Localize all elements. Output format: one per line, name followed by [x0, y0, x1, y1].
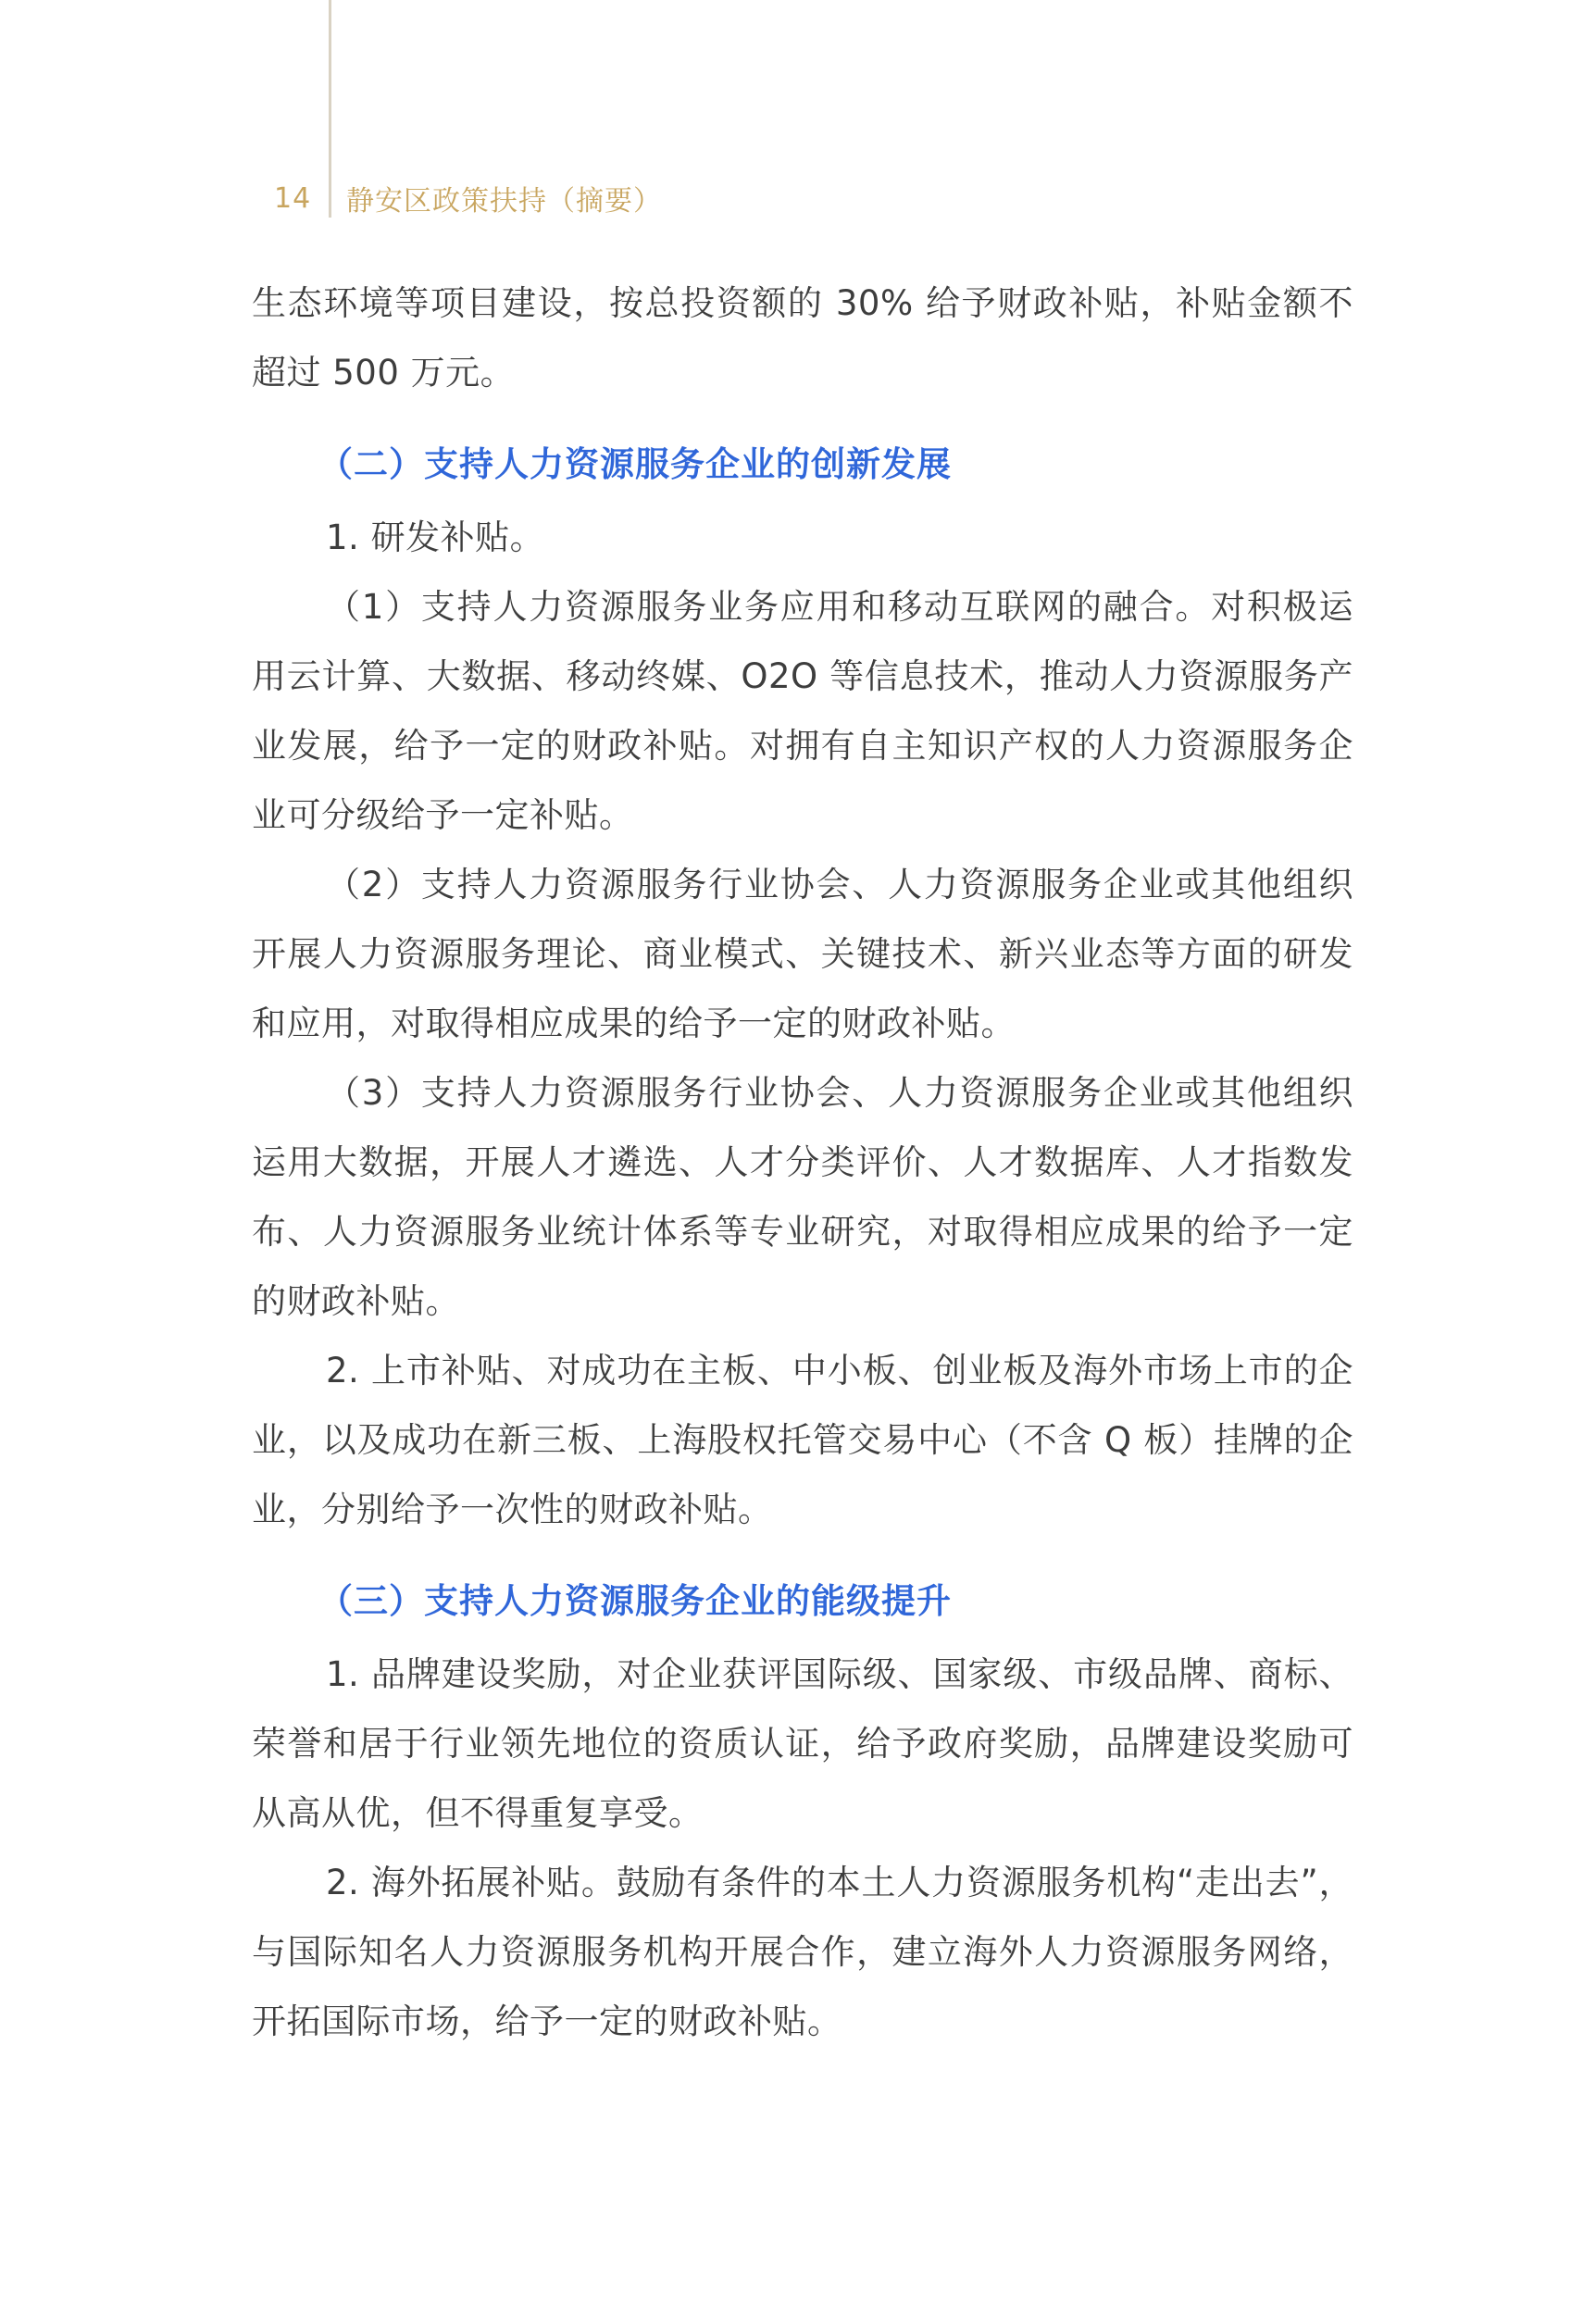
running-title: 静安区政策扶持（摘要） — [346, 185, 662, 218]
item-brand-award: 1. 品牌建设奖励，对企业获评国际级、国家级、市级品牌、商标、荣誉和居于行业领先地位的资质认证，给予政府奖励，品牌建设奖励可从高从优，但不得重复享受。 — [252, 1654, 1353, 1833]
page-number: 14 — [274, 181, 312, 215]
paragraph-continued: 生态环境等项目建设，按总投资额的 30% 给予财政补贴，补贴金额不超过 500 万元。 — [252, 283, 1353, 393]
page-header — [274, 176, 662, 220]
section-heading-2: （二）支持人力资源服务企业的创新发展 — [318, 444, 952, 484]
sub-item-1: （1）支持人力资源服务业务应用和移动互联网的融合。对积极运用云计算、大数据、移动终媒、O2O 等信息技术，推动人力资源服务产业发展，给予一定的财政补贴。对拥有自主知识产权的人力资源服务企业可分级给予一定补贴。 — [252, 587, 1353, 835]
item-overseas-subsidy: 2. 海外拓展补贴。鼓励有条件的本土人力资源服务机构“走出去”，与国际知名人力资源服务机构开展合作，建立海外人力资源服务网络，开拓国际市场，给予一定的财政补贴。 — [252, 1863, 1353, 2041]
page-body — [252, 268, 1353, 2056]
sub-item-2: （2）支持人力资源服务行业协会、人力资源服务企业或其他组织开展人力资源服务理论、商业模式、关键技术、新兴业态等方面的研发和应用，对取得相应成果的给予一定的财政补贴。 — [252, 865, 1353, 1043]
section-heading-3: （三）支持人力资源服务企业的能级提升 — [318, 1581, 952, 1621]
sub-item-3: （3）支持人力资源服务行业协会、人力资源服务企业或其他组织运用大数据，开展人才遴选、人才分类评价、人才数据库、人才指数发布、人力资源服务业统计体系等专业研究，对取得相应成果的给予一定的财政补贴。 — [252, 1073, 1353, 1321]
item-listing-subsidy: 2. 上市补贴、对成功在主板、中小板、创业板及海外市场上市的企业，以及成功在新三板、上海股权托管交易中心（不含 Q 板）挂牌的企业，分别给予一次性的财政补贴。 — [252, 1351, 1353, 1529]
item-rd-subsidy: 1. 研发补贴。 — [326, 518, 545, 557]
